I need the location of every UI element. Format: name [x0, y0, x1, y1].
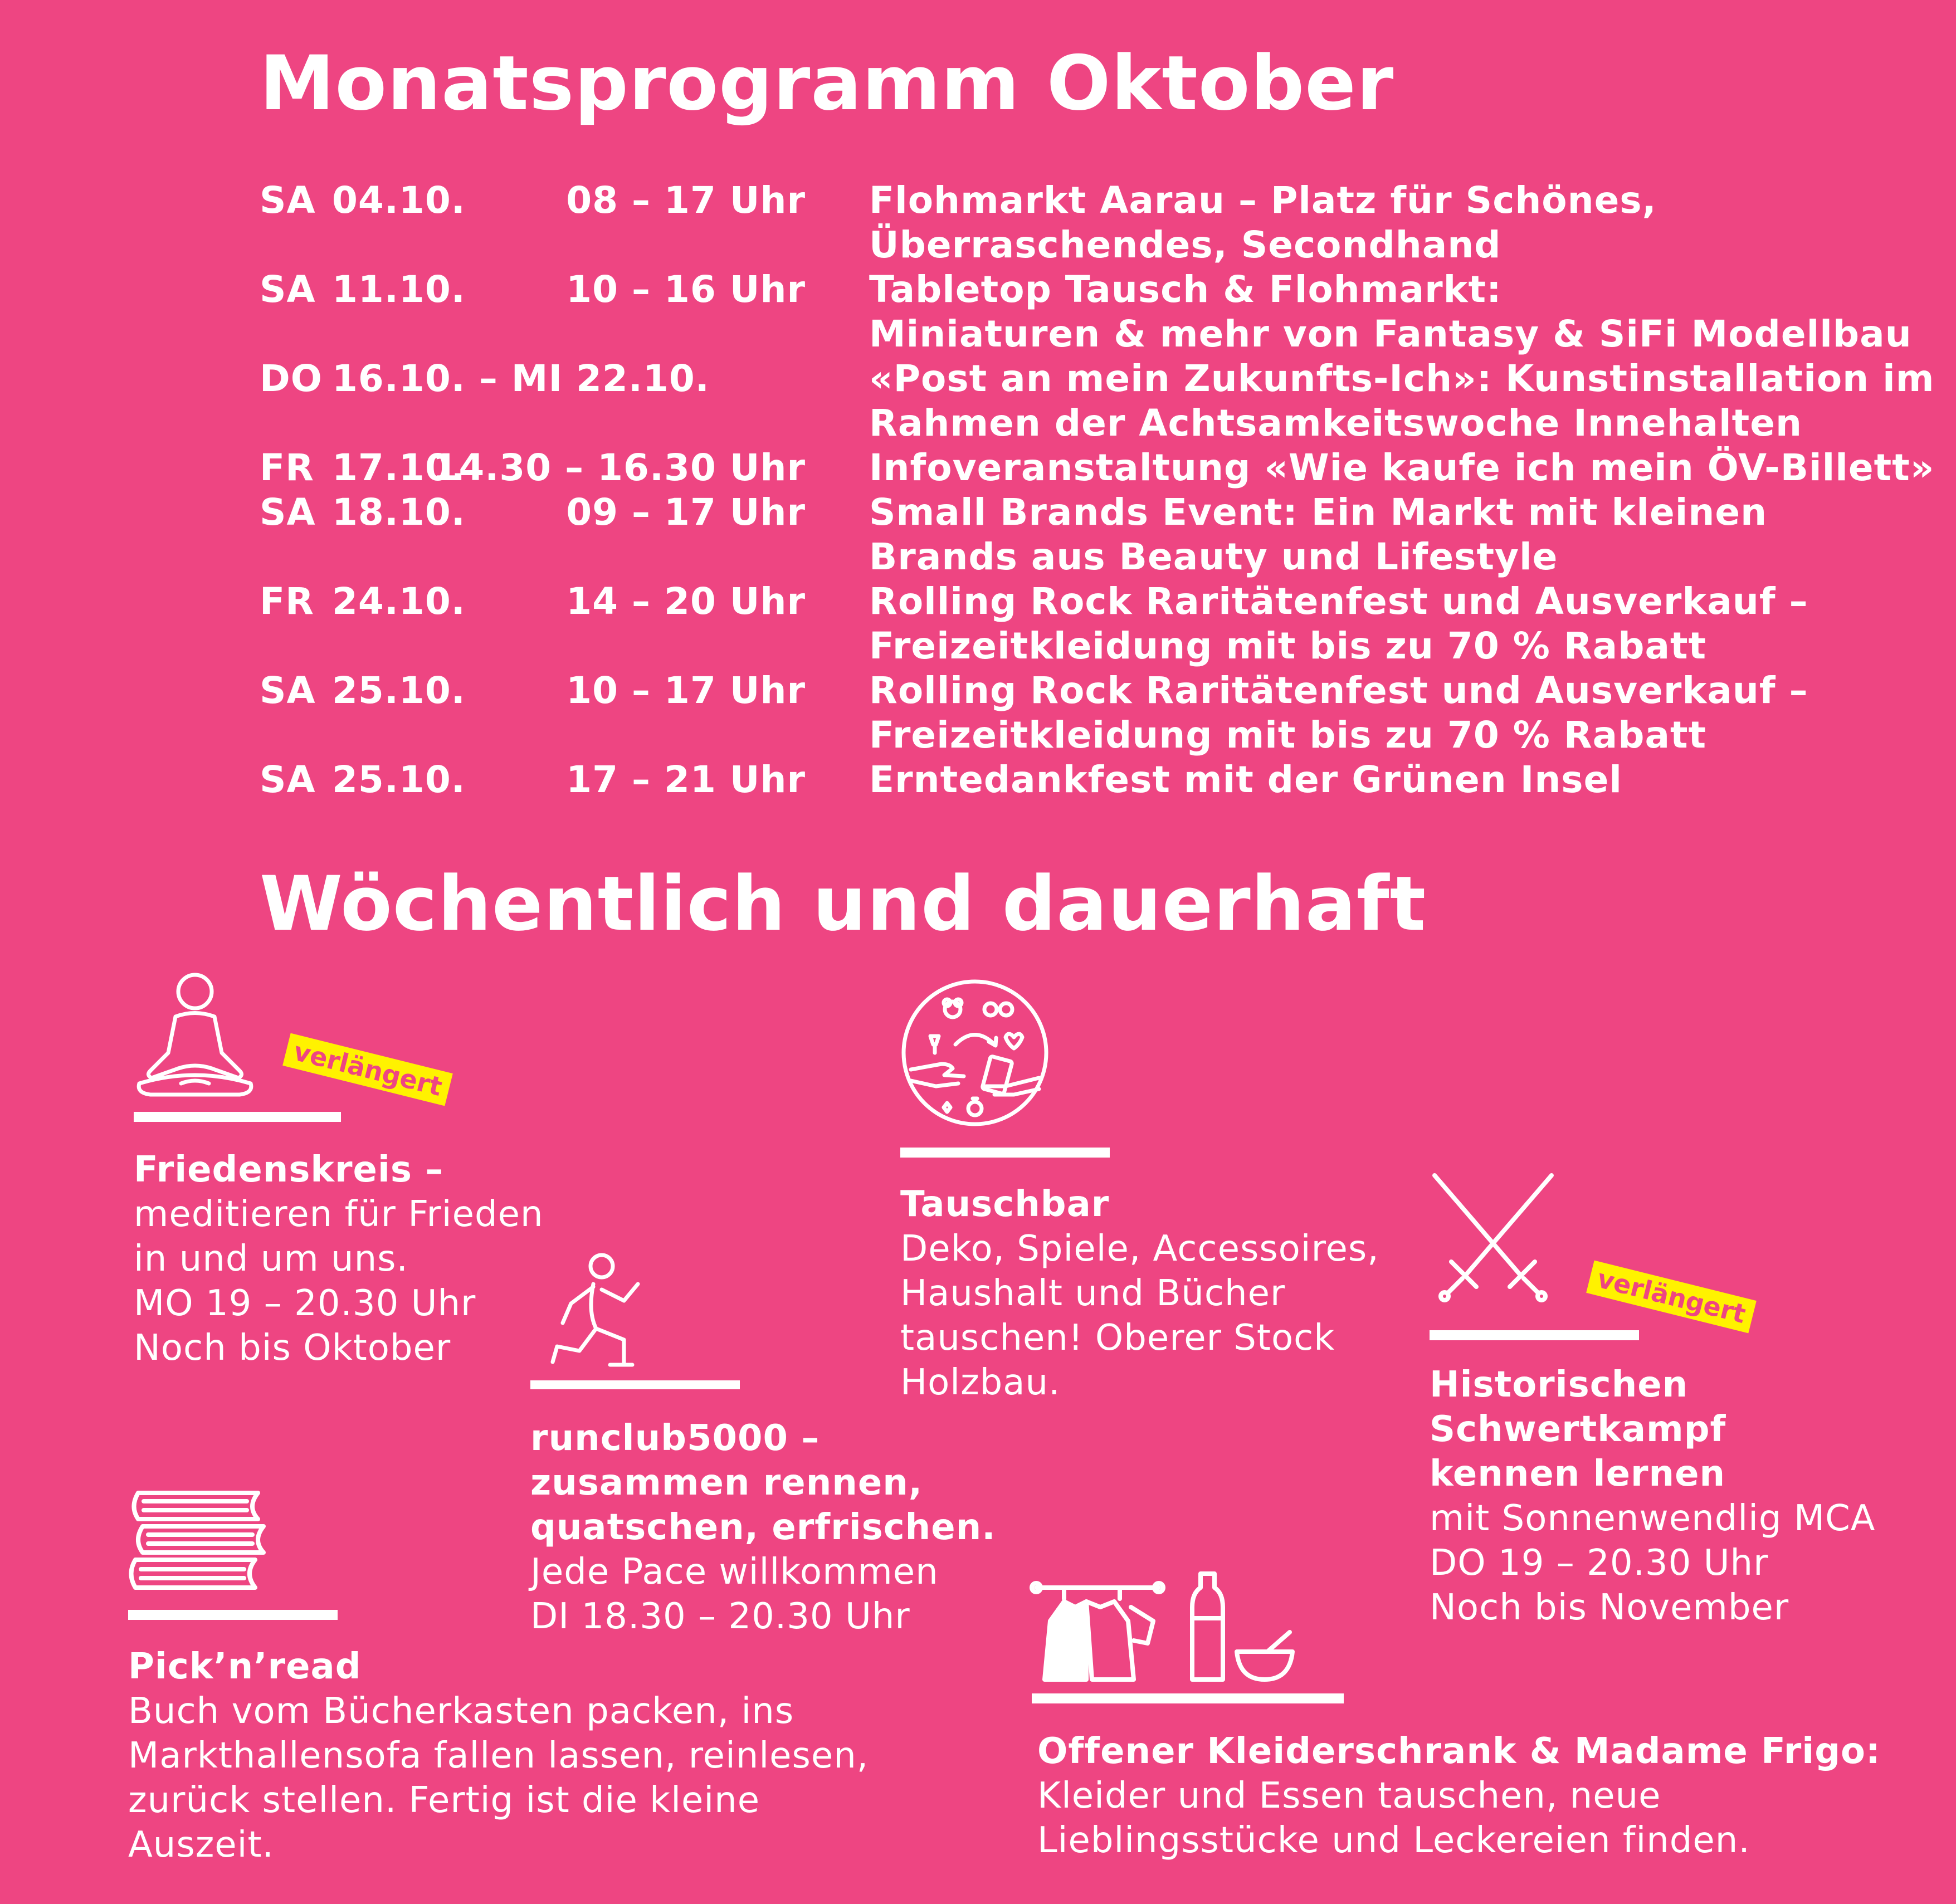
event-desc: «Post an mein Zukunfts-Ich»: Kunstinstallation im Rahmen der Achtsamkeitswoche Innehalten — [869, 357, 1935, 445]
event-time: 10 – 17 Uhr — [566, 669, 806, 712]
event-desc: Small Brands Event: Ein Markt mit kleinen Brands aus Beauty und Lifestyle — [869, 491, 1768, 578]
tauschbar-block: Tauschbar Deko, Spiele, Accessoires, Haushalt und Bücher tauschen! Oberer Stock Holzbau. — [900, 1182, 1379, 1405]
meditation-icon — [128, 969, 262, 1103]
event-date: 25.10. — [332, 669, 466, 712]
event-day: SA — [260, 669, 316, 712]
event-row — [260, 446, 806, 490]
runclub-divider — [530, 1380, 740, 1389]
event-desc: Rolling Rock Raritätenfest und Ausverkauf – Freizeitkleidung mit bis zu 70 % Rabatt — [869, 580, 1808, 667]
kleiderschrank-block: Offener Kleiderschrank & Madame Frigo: Kleider und Essen tauschen, neue Lieblingsstücke und Leckereien finden. — [1037, 1729, 1881, 1863]
event-time: 09 – 17 Uhr — [566, 491, 806, 534]
event-day: SA — [260, 491, 316, 534]
picknread-title: Pick’n’read — [128, 1646, 362, 1687]
swap-circle-icon — [897, 975, 1053, 1131]
event-date: 16.10. – MI 22.10. — [332, 357, 710, 400]
event-time: 17 – 21 Uhr — [566, 758, 806, 801]
friedenskreis-title: Friedenskreis – — [134, 1149, 444, 1190]
kleiderschrank-title: Offener Kleiderschrank & Madame Frigo: — [1037, 1731, 1881, 1772]
schwertkampf-title: Historischen — [1430, 1364, 1689, 1405]
event-date: 25.10. — [332, 758, 466, 801]
tauschbar-divider — [900, 1148, 1110, 1158]
event-time: 10 – 16 Uhr — [566, 268, 806, 311]
verlaengert-badge: verlängert — [1586, 1261, 1757, 1334]
event-row — [260, 267, 806, 312]
weekly-title: Wöchentlich und dauerhaft — [260, 860, 1427, 948]
event-row — [260, 579, 806, 624]
event-desc: Flohmarkt Aarau – Platz für Schönes, Überraschendes, Secondhand — [869, 179, 1657, 266]
event-time: 08 – 17 Uhr — [566, 179, 806, 222]
event-row — [260, 178, 806, 223]
event-date: 24.10. — [332, 580, 466, 623]
friedenskreis-block: Friedenskreis – meditieren für Frieden in und um uns. MO 19 – 20.30 Uhr Noch bis Oktober — [134, 1148, 544, 1370]
picknread-divider — [128, 1610, 338, 1620]
verlaengert-badge: verlängert — [282, 1033, 453, 1106]
event-time: 14.30 – 16.30 Uhr — [432, 446, 806, 489]
event-date: 17.10. — [332, 446, 466, 489]
schwertkampf-block: Historischen Schwertkampf kennen lernen mit Sonnenwendlig MCA DO 19 – 20.30 Uhr Noch bis November — [1430, 1363, 1876, 1630]
monthly-title: Monatsprogramm Oktober — [260, 40, 1394, 127]
picknread-block: Pick’n’read Buch vom Bücherkasten packen, ins Markthallensofa fallen lassen, reinlesen, zurück stellen. Fertig ist die kleine Auszeit. — [128, 1644, 869, 1867]
books-stack-icon — [127, 1485, 272, 1596]
runclub-title: runclub5000 – — [530, 1418, 820, 1459]
event-time: 14 – 20 Uhr — [566, 580, 806, 623]
event-row — [260, 357, 806, 401]
event-date: 11.10. — [332, 268, 466, 311]
event-desc: Tabletop Tausch & Flohmarkt: Miniaturen & mehr von Fantasy & SiFi Modellbau — [869, 268, 1912, 355]
event-day: FR — [260, 580, 314, 623]
event-desc: Erntedankfest mit der Grünen Insel — [869, 758, 1622, 801]
event-date: 04.10. — [332, 179, 466, 222]
schwertkampf-divider — [1430, 1330, 1639, 1340]
kleiderschrank-divider — [1032, 1693, 1344, 1703]
event-row — [260, 490, 806, 535]
event-desc: Infoveranstaltung «Wie kaufe ich mein ÖV-Billett» — [869, 446, 1935, 489]
crossed-swords-icon — [1426, 1170, 1560, 1303]
event-row — [260, 668, 806, 713]
clothes-rack-and-food-icon — [1031, 1568, 1298, 1685]
friedenskreis-divider — [134, 1112, 341, 1122]
runner-icon — [540, 1251, 657, 1373]
event-day: SA — [260, 758, 316, 801]
event-day: SA — [260, 268, 316, 311]
event-day: FR — [260, 446, 314, 489]
event-date: 18.10. — [332, 491, 466, 534]
event-row — [260, 758, 806, 802]
event-day: SA — [260, 179, 316, 222]
runclub-block: runclub5000 – zusammen rennen, quatschen, erfrischen. Jede Pace willkommen DI 18.30 – 20.30 Uhr — [530, 1416, 996, 1639]
event-day: DO — [260, 357, 323, 400]
event-desc: Rolling Rock Raritätenfest und Ausverkauf – Freizeitkleidung mit bis zu 70 % Rabatt — [869, 669, 1808, 756]
tauschbar-title: Tauschbar — [900, 1184, 1110, 1225]
